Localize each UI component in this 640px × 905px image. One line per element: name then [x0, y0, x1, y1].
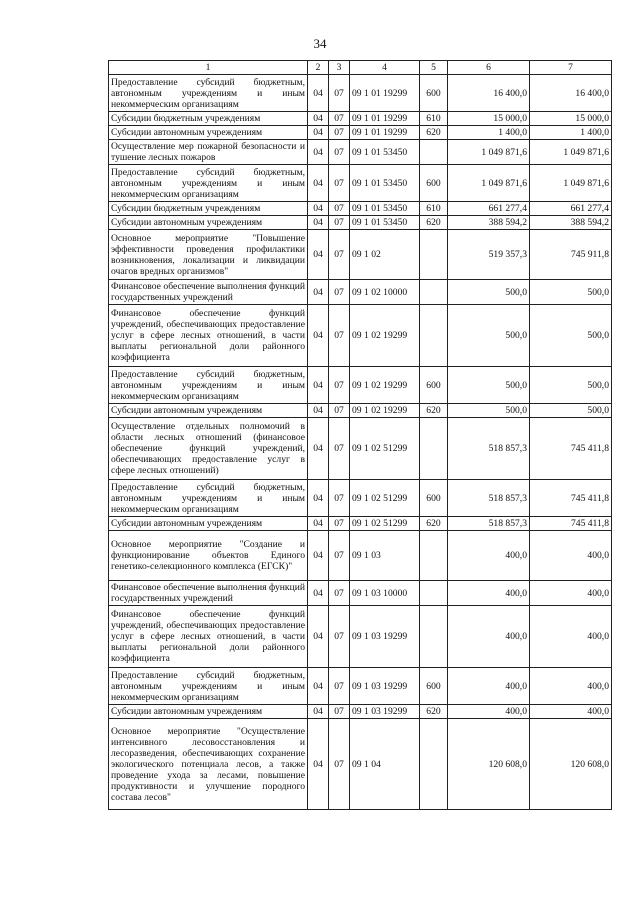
cell-name: Предоставление субсидий бюджетным, автономным учреждениям и иным некоммерческим организациям	[109, 480, 308, 517]
cell-amount-year1: 388 594,2	[448, 216, 530, 230]
column-header: 1	[109, 61, 308, 75]
cell-expense-type	[420, 581, 448, 606]
cell-target-article: 09 1 02 51299	[350, 418, 420, 480]
cell-subsection: 07	[329, 216, 350, 230]
cell-amount-year2: 400,0	[530, 581, 612, 606]
cell-amount-year2: 400,0	[530, 668, 612, 705]
cell-subsection: 07	[329, 112, 350, 126]
cell-name: Предоставление субсидий бюджетным, автономным учреждениям и иным некоммерческим организациям	[109, 367, 308, 404]
cell-amount-year2: 1 049 871,6	[530, 165, 612, 202]
cell-target-article: 09 1 01 53450	[350, 202, 420, 216]
cell-amount-year1: 1 049 871,6	[448, 165, 530, 202]
cell-expense-type: 620	[420, 705, 448, 719]
cell-amount-year2: 745 411,8	[530, 517, 612, 531]
cell-amount-year2: 16 400,0	[530, 75, 612, 112]
cell-amount-year2: 15 000,0	[530, 112, 612, 126]
cell-amount-year1: 500,0	[448, 404, 530, 418]
cell-amount-year2: 661 277,4	[530, 202, 612, 216]
column-header: 5	[420, 61, 448, 75]
cell-section: 04	[308, 531, 329, 581]
cell-amount-year1: 518 857,3	[448, 418, 530, 480]
table-row	[109, 202, 612, 216]
cell-section: 04	[308, 705, 329, 719]
cell-section: 04	[308, 367, 329, 404]
cell-target-article: 09 1 02 51299	[350, 480, 420, 517]
cell-expense-type: 600	[420, 165, 448, 202]
cell-expense-type: 600	[420, 668, 448, 705]
cell-name: Субсидии бюджетным учреждениям	[109, 112, 308, 126]
cell-expense-type: 600	[420, 75, 448, 112]
cell-section: 04	[308, 230, 329, 280]
cell-name: Субсидии автономным учреждениям	[109, 705, 308, 719]
table-row	[109, 581, 612, 606]
cell-subsection: 07	[329, 126, 350, 140]
cell-amount-year1: 1 049 871,6	[448, 140, 530, 165]
cell-target-article: 09 1 02 19299	[350, 305, 420, 367]
cell-section: 04	[308, 581, 329, 606]
cell-section: 04	[308, 165, 329, 202]
cell-target-article: 09 1 03 19299	[350, 705, 420, 719]
cell-target-article: 09 1 02 10000	[350, 280, 420, 305]
cell-amount-year1: 518 857,3	[448, 480, 530, 517]
cell-name: Субсидии автономным учреждениям	[109, 404, 308, 418]
cell-expense-type	[420, 719, 448, 810]
cell-expense-type: 610	[420, 112, 448, 126]
cell-amount-year1: 500,0	[448, 305, 530, 367]
cell-subsection: 07	[329, 705, 350, 719]
table-row	[109, 480, 612, 517]
column-header: 7	[530, 61, 612, 75]
cell-subsection: 07	[329, 668, 350, 705]
cell-amount-year1: 120 608,0	[448, 719, 530, 810]
cell-amount-year2: 500,0	[530, 280, 612, 305]
table-row	[109, 230, 612, 280]
cell-section: 04	[308, 517, 329, 531]
table-row	[109, 216, 612, 230]
column-header: 4	[350, 61, 420, 75]
table-row	[109, 517, 612, 531]
cell-section: 04	[308, 112, 329, 126]
cell-amount-year1: 400,0	[448, 668, 530, 705]
cell-subsection: 07	[329, 404, 350, 418]
cell-name: Основное мероприятие "Осуществление интенсивного лесовосстановления и лесоразведения, обеспечивающих сохранение экологического потенциала лесов, а также проведение ухода за лесами, повышение продуктивности и улучшение породного состава лесов"	[109, 719, 308, 810]
cell-expense-type: 620	[420, 216, 448, 230]
cell-amount-year2: 500,0	[530, 305, 612, 367]
table-row	[109, 165, 612, 202]
cell-amount-year2: 1 049 871,6	[530, 140, 612, 165]
cell-name: Финансовое обеспечение выполнения функций государственных учреждений	[109, 581, 308, 606]
cell-name: Предоставление субсидий бюджетным, автономным учреждениям и иным некоммерческим организациям	[109, 165, 308, 202]
cell-amount-year2: 745 911,8	[530, 230, 612, 280]
cell-amount-year1: 661 277,4	[448, 202, 530, 216]
cell-amount-year1: 400,0	[448, 581, 530, 606]
cell-name: Осуществление отдельных полномочий в области лесных отношений (финансовое обеспечение функций учреждений, обеспечивающих предоставление услуг в сфере лесных отношений)	[109, 418, 308, 480]
table-row	[109, 418, 612, 480]
cell-target-article: 09 1 03 10000	[350, 581, 420, 606]
cell-section: 04	[308, 668, 329, 705]
cell-target-article: 09 1 03 19299	[350, 606, 420, 668]
cell-expense-type	[420, 230, 448, 280]
cell-subsection: 07	[329, 480, 350, 517]
cell-target-article: 09 1 01 19299	[350, 112, 420, 126]
cell-name: Субсидии автономным учреждениям	[109, 216, 308, 230]
cell-target-article: 09 1 03 19299	[350, 668, 420, 705]
cell-amount-year1: 400,0	[448, 705, 530, 719]
cell-name: Субсидии автономным учреждениям	[109, 126, 308, 140]
cell-subsection: 07	[329, 305, 350, 367]
cell-subsection: 07	[329, 140, 350, 165]
cell-amount-year2: 120 608,0	[530, 719, 612, 810]
cell-section: 04	[308, 202, 329, 216]
cell-expense-type	[420, 531, 448, 581]
cell-section: 04	[308, 126, 329, 140]
cell-name: Основное мероприятие "Создание и функционирование объектов Единого генетико-селекционного комплекса (ЕГСК)"	[109, 531, 308, 581]
cell-expense-type: 600	[420, 367, 448, 404]
cell-section: 04	[308, 75, 329, 112]
cell-amount-year1: 400,0	[448, 606, 530, 668]
cell-subsection: 07	[329, 418, 350, 480]
cell-subsection: 07	[329, 606, 350, 668]
cell-name: Субсидии бюджетным учреждениям	[109, 202, 308, 216]
cell-target-article: 09 1 01 53450	[350, 216, 420, 230]
table-row	[109, 305, 612, 367]
table-row	[109, 606, 612, 668]
cell-expense-type	[420, 140, 448, 165]
cell-amount-year2: 400,0	[530, 705, 612, 719]
cell-target-article: 09 1 02 19299	[350, 367, 420, 404]
cell-expense-type	[420, 280, 448, 305]
cell-name: Финансовое обеспечение функций учреждений, обеспечивающих предоставление услуг в сфере лесных отношений, в части выплаты региональной доли районного коэффициента	[109, 305, 308, 367]
cell-amount-year2: 1 400,0	[530, 126, 612, 140]
column-header: 6	[448, 61, 530, 75]
cell-section: 04	[308, 280, 329, 305]
cell-section: 04	[308, 480, 329, 517]
table-body	[109, 75, 612, 810]
cell-target-article: 09 1 01 19299	[350, 75, 420, 112]
cell-subsection: 07	[329, 202, 350, 216]
header-row	[109, 61, 612, 75]
cell-expense-type: 620	[420, 517, 448, 531]
cell-section: 04	[308, 140, 329, 165]
cell-name: Финансовое обеспечение функций учреждений, обеспечивающих предоставление услуг в сфере лесных отношений, в части выплаты региональной доли районного коэффициента	[109, 606, 308, 668]
cell-section: 04	[308, 404, 329, 418]
cell-subsection: 07	[329, 230, 350, 280]
cell-name: Предоставление субсидий бюджетным, автономным учреждениям и иным некоммерческим организациям	[109, 75, 308, 112]
cell-name: Осуществление мер пожарной безопасности и тушение лесных пожаров	[109, 140, 308, 165]
cell-name: Основное мероприятие "Повышение эффективности проведения профилактики возникновения, локализации и ликвидации очагов вредных организмов"	[109, 230, 308, 280]
cell-expense-type	[420, 606, 448, 668]
cell-section: 04	[308, 305, 329, 367]
cell-name: Субсидии автономным учреждениям	[109, 517, 308, 531]
cell-name: Предоставление субсидий бюджетным, автономным учреждениям и иным некоммерческим организациям	[109, 668, 308, 705]
cell-subsection: 07	[329, 719, 350, 810]
cell-amount-year1: 16 400,0	[448, 75, 530, 112]
table-row	[109, 531, 612, 581]
cell-target-article: 09 1 01 19299	[350, 126, 420, 140]
cell-target-article: 09 1 01 53450	[350, 165, 420, 202]
cell-amount-year1: 400,0	[448, 531, 530, 581]
cell-target-article: 09 1 02 51299	[350, 517, 420, 531]
column-header: 3	[329, 61, 350, 75]
cell-subsection: 07	[329, 367, 350, 404]
cell-expense-type: 610	[420, 202, 448, 216]
cell-target-article: 09 1 02	[350, 230, 420, 280]
cell-subsection: 07	[329, 280, 350, 305]
cell-expense-type	[420, 305, 448, 367]
table-row	[109, 112, 612, 126]
cell-section: 04	[308, 216, 329, 230]
cell-expense-type	[420, 418, 448, 480]
table-row	[109, 719, 612, 810]
cell-amount-year1: 1 400,0	[448, 126, 530, 140]
cell-amount-year1: 500,0	[448, 367, 530, 404]
page-number: 34	[313, 36, 327, 51]
column-header: 2	[308, 61, 329, 75]
table-row	[109, 280, 612, 305]
cell-amount-year1: 519 357,3	[448, 230, 530, 280]
budget-table	[108, 60, 612, 810]
cell-amount-year2: 500,0	[530, 367, 612, 404]
table-row	[109, 404, 612, 418]
cell-section: 04	[308, 606, 329, 668]
cell-subsection: 07	[329, 517, 350, 531]
cell-subsection: 07	[329, 75, 350, 112]
table-row	[109, 126, 612, 140]
table-row	[109, 140, 612, 165]
table-row	[109, 75, 612, 112]
cell-expense-type: 620	[420, 126, 448, 140]
cell-amount-year1: 15 000,0	[448, 112, 530, 126]
cell-amount-year1: 500,0	[448, 280, 530, 305]
cell-section: 04	[308, 719, 329, 810]
cell-subsection: 07	[329, 581, 350, 606]
cell-amount-year1: 518 857,3	[448, 517, 530, 531]
cell-target-article: 09 1 04	[350, 719, 420, 810]
table-row	[109, 705, 612, 719]
cell-subsection: 07	[329, 165, 350, 202]
cell-section: 04	[308, 418, 329, 480]
cell-target-article: 09 1 02 19299	[350, 404, 420, 418]
cell-amount-year2: 745 411,8	[530, 480, 612, 517]
cell-amount-year2: 745 411,8	[530, 418, 612, 480]
cell-amount-year2: 388 594,2	[530, 216, 612, 230]
cell-amount-year2: 400,0	[530, 606, 612, 668]
cell-subsection: 07	[329, 531, 350, 581]
table-row	[109, 668, 612, 705]
cell-expense-type: 620	[420, 404, 448, 418]
cell-target-article: 09 1 01 53450	[350, 140, 420, 165]
table-row	[109, 367, 612, 404]
cell-amount-year2: 500,0	[530, 404, 612, 418]
cell-expense-type: 600	[420, 480, 448, 517]
cell-name: Финансовое обеспечение выполнения функций государственных учреждений	[109, 280, 308, 305]
cell-target-article: 09 1 03	[350, 531, 420, 581]
cell-amount-year2: 400,0	[530, 531, 612, 581]
